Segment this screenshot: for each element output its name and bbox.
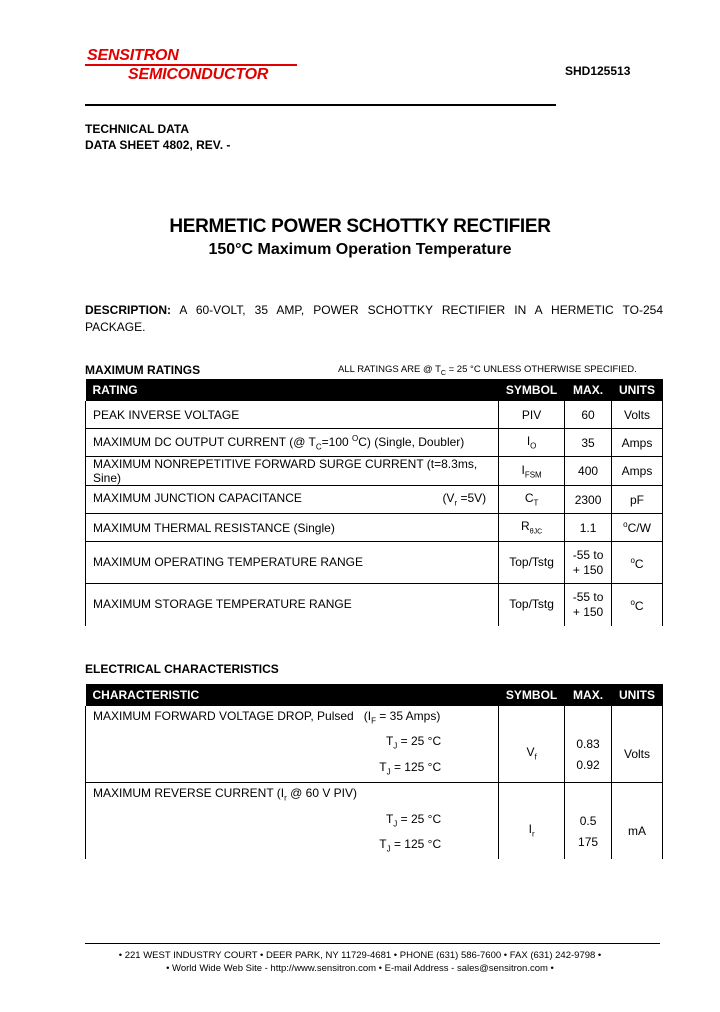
part-number: SHD125513 [565, 64, 631, 78]
page-subtitle: 150°C Maximum Operation Temperature [208, 241, 512, 258]
max-ratings-title: MAXIMUM RATINGS [85, 363, 201, 377]
header-units: UNITS [612, 379, 663, 401]
description-text: A 60-VOLT, 35 AMP, POWER SCHOTTKY RECTIFIER IN A HERMETIC TO-254 PACKAGE. [85, 303, 664, 334]
company-logo-line1: SENSITRON [87, 47, 179, 64]
technical-data-block [85, 121, 230, 153]
header-characteristic: CHARACTERISTIC [86, 684, 499, 706]
table-row: PEAK INVERSE VOLTAGE PIV 60 Volts [86, 401, 663, 429]
technical-data-label: TECHNICAL DATA [85, 122, 189, 136]
footer-divider [85, 943, 660, 944]
table-row: MAXIMUM DC OUTPUT CURRENT (@ $T_C=100$ $^O$C) (Single, Doubler) $I_O$ 35 Amps [86, 429, 663, 457]
header-symbol: SYMBOL [499, 684, 565, 706]
table-row: MAXIMUM OPERATING TEMPERATURE RANGE Top/Tstg -55 to + 150 $^o$C [86, 542, 663, 584]
header-max: MAX. [565, 684, 612, 706]
company-logo-line2: SEMICONDUCTOR [128, 66, 269, 83]
electrical-title: ELECTRICAL CHARACTERISTICS [85, 662, 279, 676]
header-symbol: SYMBOL [499, 379, 565, 401]
ratings-note: ALL RATINGS ARE @ $T_C = 25$ °C UNLESS OTHERWISE SPECIFIED. [338, 364, 637, 377]
table-row: MAXIMUM JUNCTION CAPACITANCE $(V_r =5V)$ $C_T$ 2300 pF [86, 486, 663, 514]
electrical-table [85, 684, 663, 859]
table-header-row [86, 684, 663, 706]
footer-web: • World Wide Web Site - http://www.sensitron.com • E-mail Address - sales@sensitron.com • [166, 963, 554, 974]
data-sheet-label: DATA SHEET 4802, REV. - [85, 138, 231, 152]
description [85, 302, 663, 336]
table-row: MAXIMUM REVERSE CURRENT ($I_r$ @ 60 V PIV) $T_J = 25$ °C $T_J = 125$ °C $I_r$ 0.5 175 mA [86, 783, 663, 860]
header-rating: RATING [86, 379, 499, 401]
header-max: MAX. [565, 379, 612, 401]
header-divider [85, 104, 556, 106]
table-header-row [86, 379, 663, 401]
page-title: HERMETIC POWER SCHOTTKY RECTIFIER [169, 216, 551, 237]
footer-address: • 221 WEST INDUSTRY COURT • DEER PARK, NY 11729-4681 • PHONE (631) 586-7600 • FAX (631) 242-9798 • [118, 950, 602, 961]
description-label: DESCRIPTION: [85, 303, 172, 317]
max-ratings-table [85, 379, 663, 626]
table-row: MAXIMUM FORWARD VOLTAGE DROP, Pulsed ($I_F = 35$ Amps) $T_J = 25$ °C $T_J = 125$ °C $V_f$ 0.83 0.92 Volts [86, 706, 663, 783]
table-row: MAXIMUM THERMAL RESISTANCE (Single) $R_{\theta JC}$ 1.1 $^o$C/W [86, 514, 663, 542]
header-units: UNITS [612, 684, 663, 706]
table-row: MAXIMUM NONREPETITIVE FORWARD SURGE CURRENT (t=8.3ms, Sine) $I_{FSM}$ 400 Amps [86, 457, 663, 486]
table-row: MAXIMUM STORAGE TEMPERATURE RANGE Top/Tstg -55 to + 150 $^o$C [86, 584, 663, 626]
